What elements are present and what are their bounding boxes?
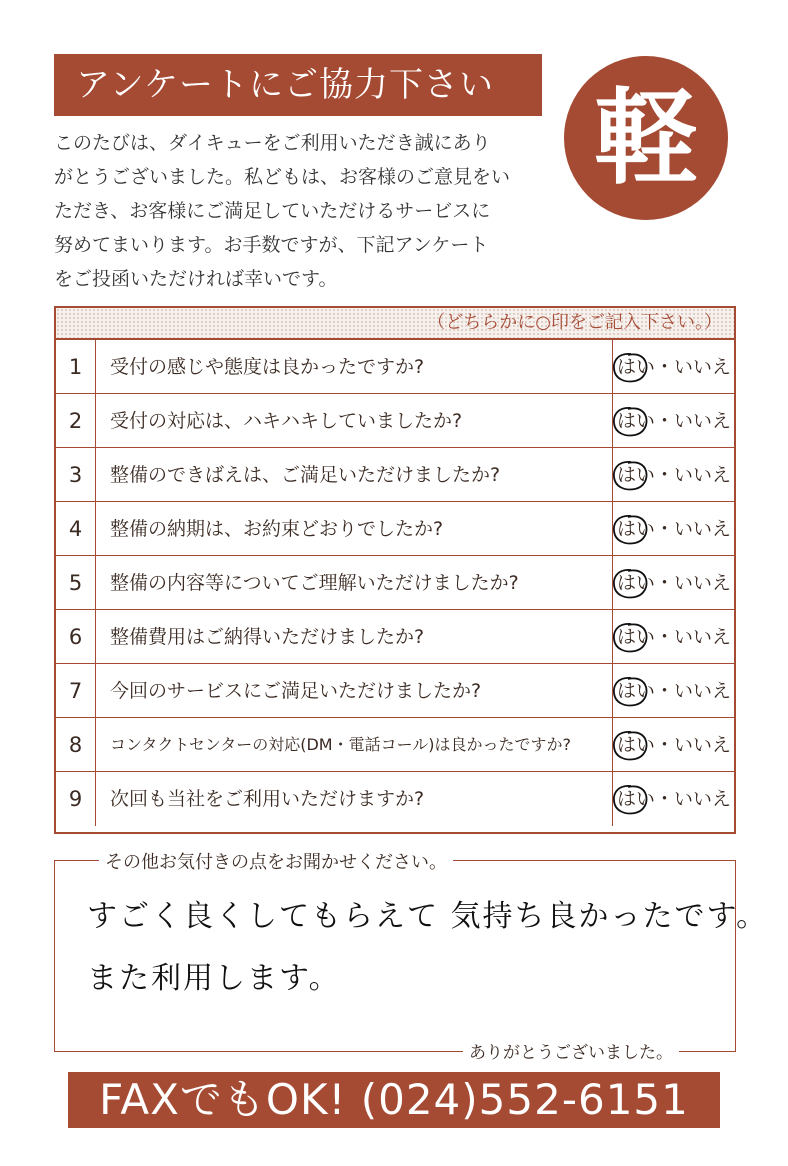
intro-line: がとうございました。私どもは、お客様のご意見をい (54, 166, 511, 188)
answer-yes-label: はい (617, 518, 656, 540)
answer-options (612, 610, 738, 663)
survey-row (56, 556, 734, 610)
handdrawn-circle-mark (611, 622, 649, 654)
answer-yes-option[interactable] (617, 448, 655, 502)
question-text: 整備費用はご納得いただけましたか? (110, 626, 425, 648)
handdrawn-circle-mark (611, 730, 649, 762)
answer-options (612, 394, 738, 447)
intro-line: このたびは、ダイキューをご利用いただき誠にあり (54, 132, 491, 154)
answer-no-option[interactable]: ・いいえ (655, 572, 732, 594)
question-number: 5 (56, 556, 96, 609)
handdrawn-circle-mark (611, 568, 649, 600)
stamp-logo (562, 54, 730, 222)
answer-options (612, 502, 738, 555)
intro-line: ただき、お客様にご満足していただけるサービスに (54, 200, 491, 222)
answer-yes-option[interactable] (617, 610, 655, 664)
thank-you-text: ありがとうございました。 (463, 1038, 679, 1063)
answer-options (612, 340, 738, 393)
answer-yes-option[interactable] (617, 556, 655, 610)
question-number: 2 (56, 394, 96, 447)
handdrawn-circle-mark (611, 514, 649, 546)
question-number: 6 (56, 610, 96, 663)
intro-text (54, 126, 548, 296)
survey-row (56, 394, 734, 448)
answer-no-option[interactable]: ・いいえ (655, 518, 732, 540)
survey-instruction: （どちらかに○印をご記入下さい。） (56, 308, 734, 340)
question-text: 整備のできばえは、ご満足いただけましたか? (110, 464, 501, 486)
question-text: 受付の感じや態度は良かったですか? (110, 356, 425, 378)
survey-table (54, 306, 736, 834)
question-text: 受付の対応は、ハキハキしていましたか? (110, 410, 463, 432)
answer-no-option[interactable]: ・いいえ (655, 680, 732, 702)
handdrawn-circle-mark (611, 784, 649, 816)
answer-no-option[interactable]: ・いいえ (655, 356, 732, 378)
answer-yes-label: はい (617, 572, 656, 594)
answer-no-option[interactable]: ・いいえ (655, 464, 732, 486)
answer-options (612, 664, 738, 717)
answer-yes-option[interactable] (617, 394, 655, 448)
answer-no-option[interactable]: ・いいえ (655, 788, 732, 810)
intro-line: 努めてまいります。お手数ですが、下記アンケート (54, 234, 489, 256)
question-number: 1 (56, 340, 96, 393)
answer-no-option[interactable]: ・いいえ (655, 626, 732, 648)
stamp-logo-text: 軽 (593, 77, 699, 199)
handwritten-comment-line: また利用します。 (87, 961, 341, 996)
intro-line: をご投函いただければ幸いです。 (54, 268, 338, 290)
answer-yes-option[interactable] (617, 718, 655, 772)
survey-row (56, 610, 734, 664)
answer-yes-label: はい (617, 410, 656, 432)
survey-row (56, 502, 734, 556)
answer-yes-option[interactable] (617, 772, 655, 826)
handdrawn-circle-mark (611, 460, 649, 492)
answer-yes-label: はい (617, 626, 656, 648)
answer-yes-option[interactable] (617, 502, 655, 556)
handwritten-comment-line: すごく良くしてもらえて 気持ち良かったです。 (87, 899, 769, 934)
question-text: 今回のサービスにご満足いただけましたか? (110, 680, 482, 702)
survey-row (56, 772, 734, 826)
question-text: 整備の内容等についてご理解いただけましたか? (110, 572, 519, 594)
answer-yes-label: はい (617, 464, 656, 486)
fax-banner: FAXでもOK! (024)552-6151 (68, 1072, 720, 1128)
answer-yes-option[interactable] (617, 664, 655, 718)
question-text: コンタクトセンターの対応(DM・電話コール)は良かったですか? (110, 735, 572, 754)
question-number: 7 (56, 664, 96, 717)
comment-label: その他お気付きの点をお聞かせください。 (99, 848, 453, 874)
answer-options (612, 448, 738, 501)
answer-no-option[interactable]: ・いいえ (655, 410, 732, 432)
answer-yes-option[interactable] (617, 340, 655, 394)
question-text: 次回も当社をご利用いただけますか? (110, 788, 425, 810)
comment-box[interactable] (54, 852, 769, 1063)
answer-options (612, 772, 738, 826)
answer-yes-label: はい (617, 356, 656, 378)
handdrawn-circle-mark (611, 676, 649, 708)
survey-row (56, 340, 734, 394)
question-number: 4 (56, 502, 96, 555)
question-number: 9 (56, 772, 96, 826)
handdrawn-circle-mark (611, 406, 649, 438)
question-number: 3 (56, 448, 96, 501)
survey-row (56, 448, 734, 502)
handdrawn-circle-mark (611, 352, 649, 384)
answer-no-option[interactable]: ・いいえ (655, 734, 732, 756)
question-text: 整備の納期は、お約束どおりでしたか? (110, 518, 444, 540)
answer-yes-label: はい (617, 680, 656, 702)
answer-yes-label: はい (617, 734, 656, 756)
survey-title: アンケートにご協力下さい (54, 54, 542, 116)
survey-row (56, 664, 734, 718)
survey-row (56, 718, 734, 772)
question-number: 8 (56, 718, 96, 771)
answer-options (612, 556, 738, 609)
answer-yes-label: はい (617, 788, 656, 810)
answer-options (612, 718, 738, 771)
